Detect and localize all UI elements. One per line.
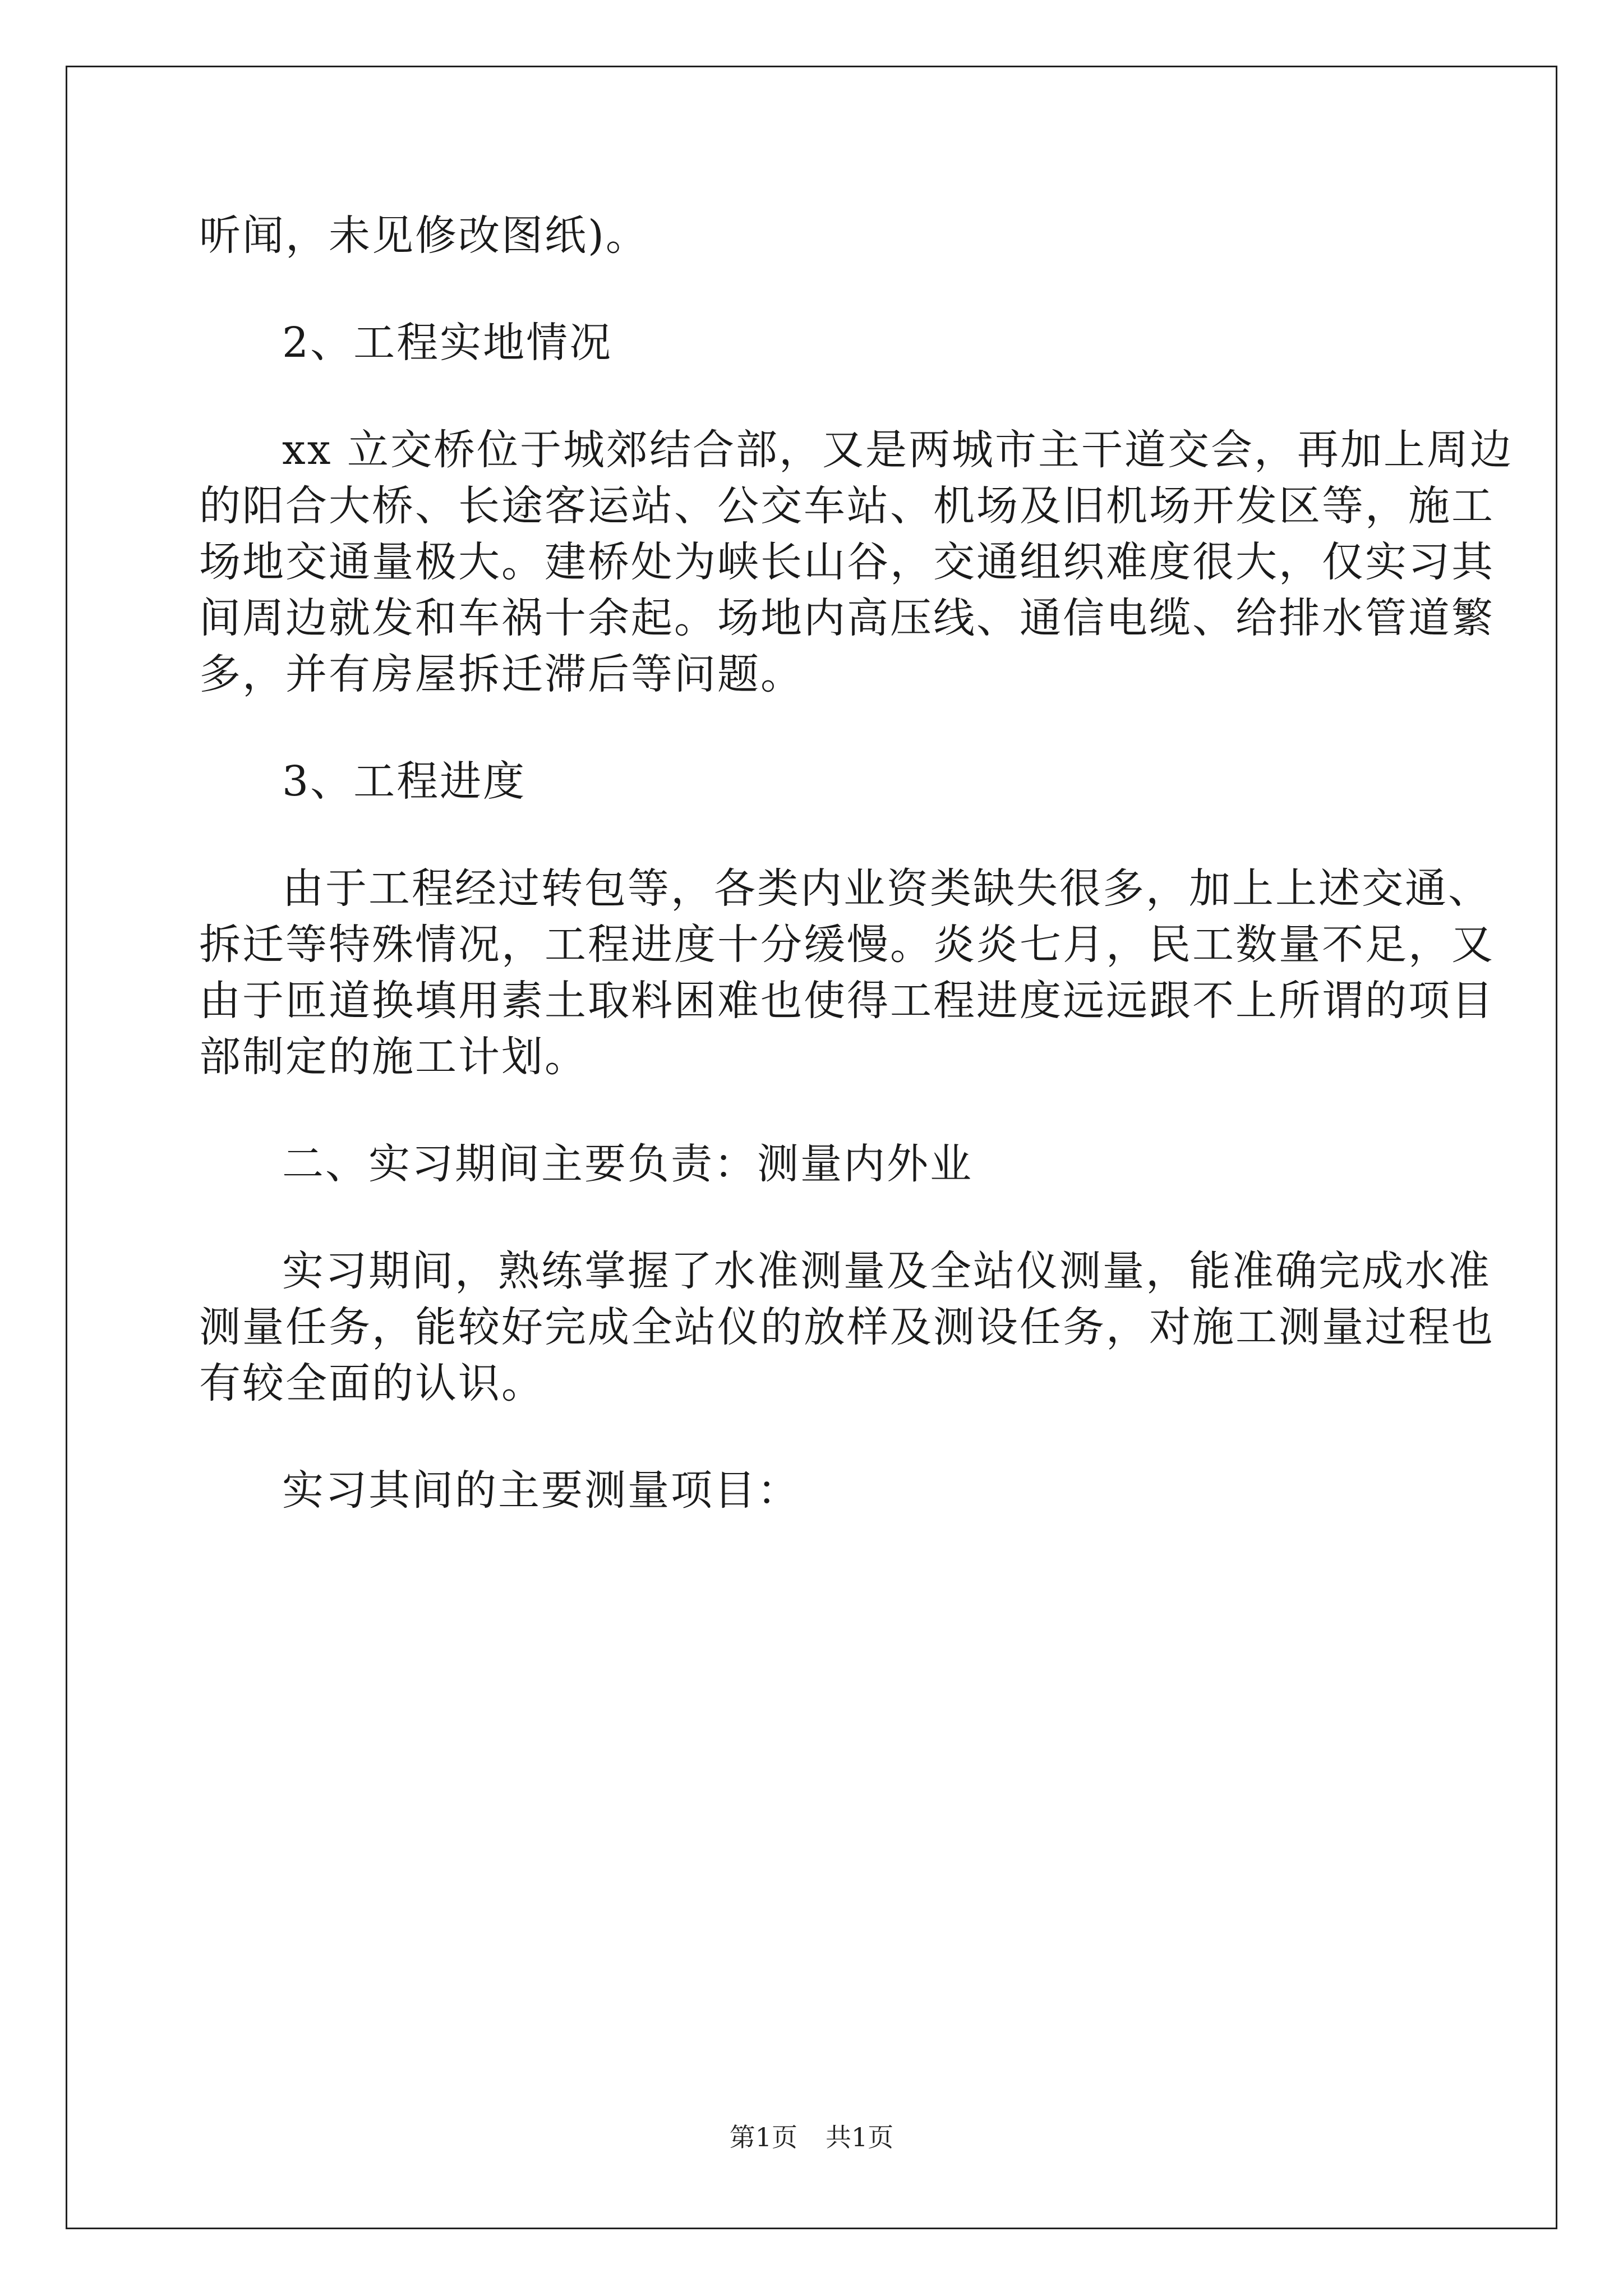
- text-line: 场地交通量极大。建桥处为峡长山谷，交通组织难度很大，仅实习其: [199, 538, 1495, 586]
- text-line: 2、工程实地情况: [282, 319, 613, 367]
- page-number: 第1页: [729, 2122, 797, 2152]
- text-line: 由于工程经过转包等，各类内业资类缺失很多，加上上述交通、: [282, 864, 1491, 913]
- text-line: 实习其间的主要测量项目：: [282, 1466, 800, 1515]
- paragraph: [199, 422, 1513, 702]
- text-line: 间周边就发和车祸十余起。场地内高压线、通信电缆、给排水管道繁: [199, 594, 1495, 642]
- paragraph-gap: [199, 264, 1427, 315]
- text-line: 的阳合大桥、长途客运站、公交车站、机场及旧机场开发区等，施工: [199, 482, 1495, 530]
- paragraph-gap: [199, 1411, 1427, 1462]
- text-line: 实习期间，熟练掌握了水准测量及全站仪测量，能准确完成水准: [282, 1247, 1491, 1295]
- paragraph: [199, 1462, 1427, 1519]
- paragraph-gap: [199, 702, 1427, 753]
- paragraph: [199, 1136, 1427, 1192]
- text-line: 拆迁等特殊情况，工程进度十分缓慢。炎炎七月，民工数量不足，又: [199, 921, 1495, 969]
- text-line: 3、工程进度: [282, 757, 527, 806]
- paragraph-gap: [199, 1085, 1427, 1136]
- text-line: 有较全面的认识。: [199, 1359, 545, 1407]
- paragraph: [199, 753, 1427, 809]
- page-footer: [0, 2120, 1623, 2154]
- text-line: 由于匝道换填用素土取料困难也使得工程进度远远跟不上所谓的项目: [199, 977, 1495, 1025]
- text-line: 部制定的施工计划。: [199, 1033, 588, 1081]
- text-line: 听闻，未见修改图纸)。: [199, 211, 649, 260]
- paragraph-gap: [199, 809, 1427, 861]
- paragraph: [199, 861, 1495, 1085]
- text-line: xx 立交桥位于城郊结合部，又是两城市主干道交会，再加上周边: [282, 426, 1513, 474]
- text-line: 二、实习期间主要负责：测量内外业: [282, 1140, 973, 1188]
- text-line: 测量任务，能较好完成全站仪的放样及测设任务，对施工测量过程也: [199, 1303, 1495, 1351]
- paragraph: [199, 208, 1427, 264]
- document-body: [199, 208, 1513, 1519]
- page-total: 共1页: [826, 2122, 894, 2152]
- paragraph: [199, 1243, 1495, 1411]
- paragraph-gap: [199, 1192, 1427, 1243]
- text-line: 多，并有房屋拆迁滞后等问题。: [199, 650, 804, 698]
- paragraph-gap: [199, 371, 1427, 422]
- paragraph: [199, 315, 1427, 371]
